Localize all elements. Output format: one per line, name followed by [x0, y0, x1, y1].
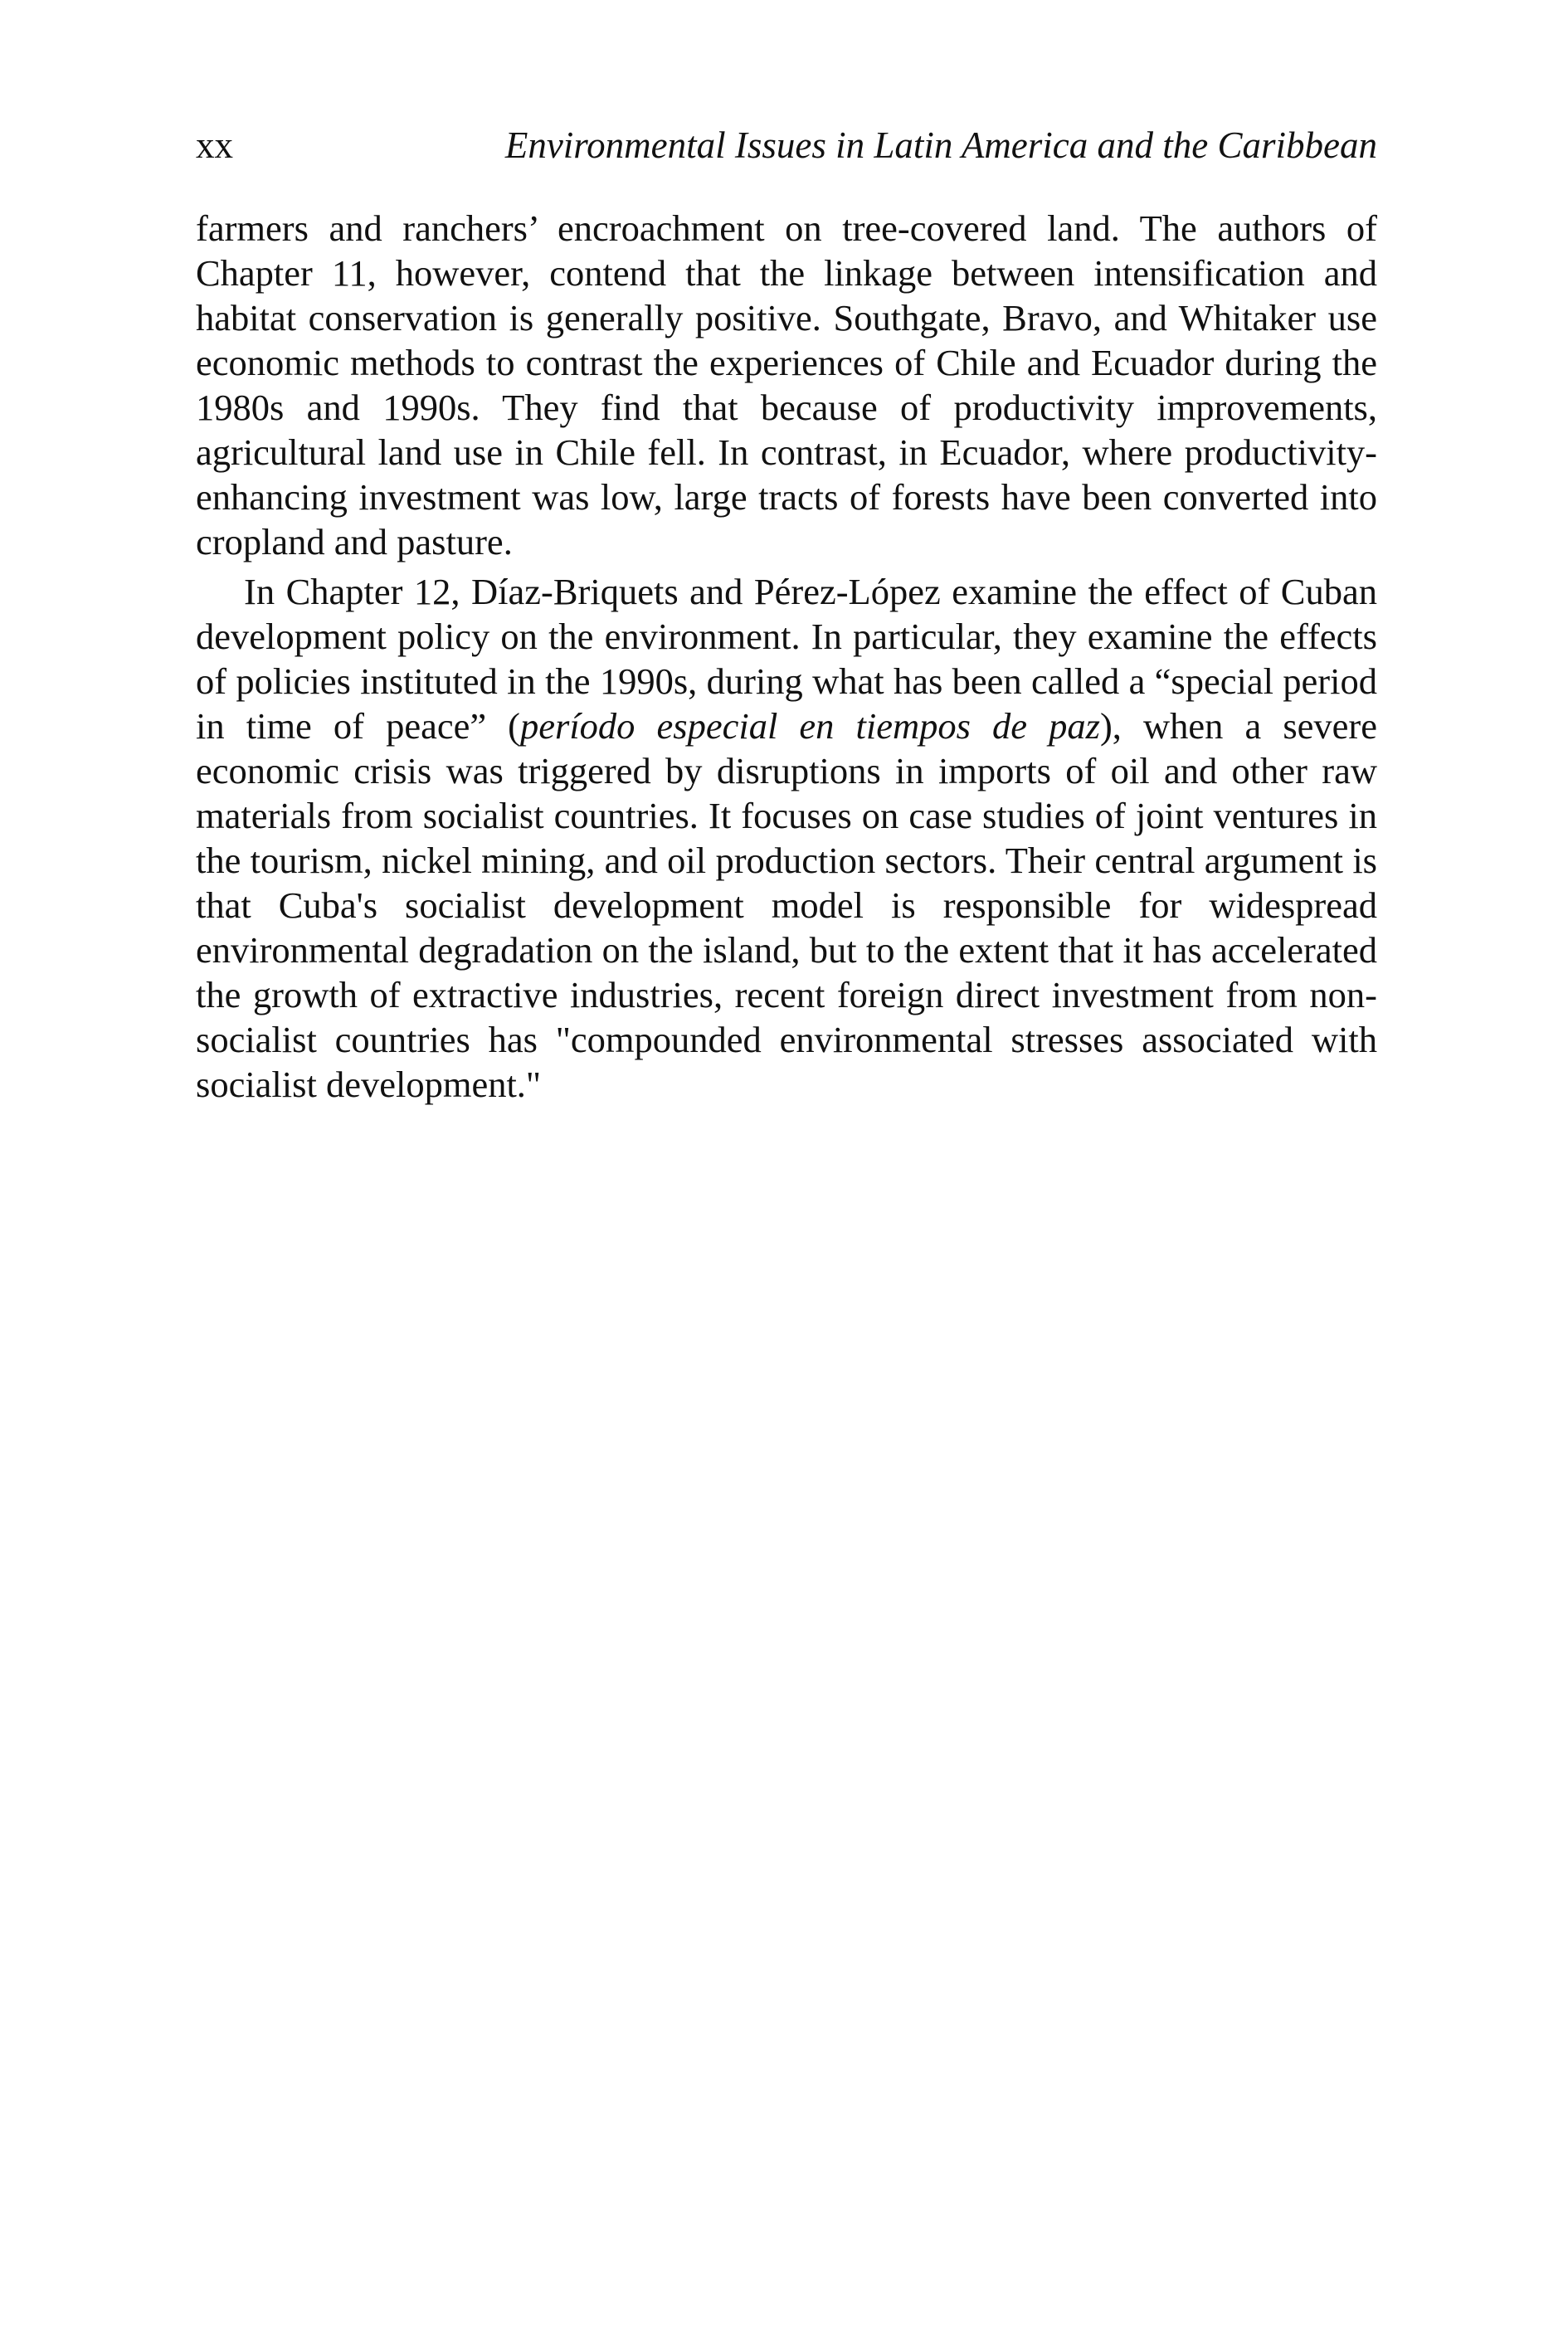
paragraph-2-text-start: In Chapter 12, Díaz-Briquets and Pérez-López examine the effect of Cuban development policy on the environment. In particular, they examine the effects of policies instituted in the 1990s, during what has been called a “special period in time of peace” (	[196, 571, 1377, 747]
paragraph-1: farmers and ranchers’ encroachment on tree-covered land. The authors of Chapter 11, however, contend that the linkage between intensification and habitat conservation is generally positive. Southgate, Bravo, and Whitaker use economic methods to contrast the experiences of Chile and Ecuador during the 1980s and 1990s. They find that because of productivity improvements, agricultural land use in Chile fell. In contrast, in Ecuador, where productivity-enhancing investment was low, large tracts of forests have been converted into cropland and pasture.	[196, 207, 1377, 562]
paragraph-2	[196, 569, 1377, 1107]
page-number: xx	[196, 124, 233, 166]
body-text	[196, 206, 1377, 1107]
spanish-phrase: período especial en tiempos de paz	[520, 705, 1100, 747]
running-title: Environmental Issues in Latin America and the Caribbean	[504, 124, 1377, 166]
running-head	[196, 120, 1377, 170]
paragraph-2-text-end: ), when a severe economic crisis was triggered by disruptions in imports of oil and other raw materials from socialist countries. It focuses on case studies of joint ventures in the tourism, nickel mining, and oil production sectors. Their central argument is that Cuba's socialist development model is responsible for widespread environmental degradation on the island, but to the extent that it has accelerated the growth of extractive industries, recent foreign direct investment from non-socialist countries has "compounded environmental stresses associated with socialist development."	[196, 705, 1378, 1105]
